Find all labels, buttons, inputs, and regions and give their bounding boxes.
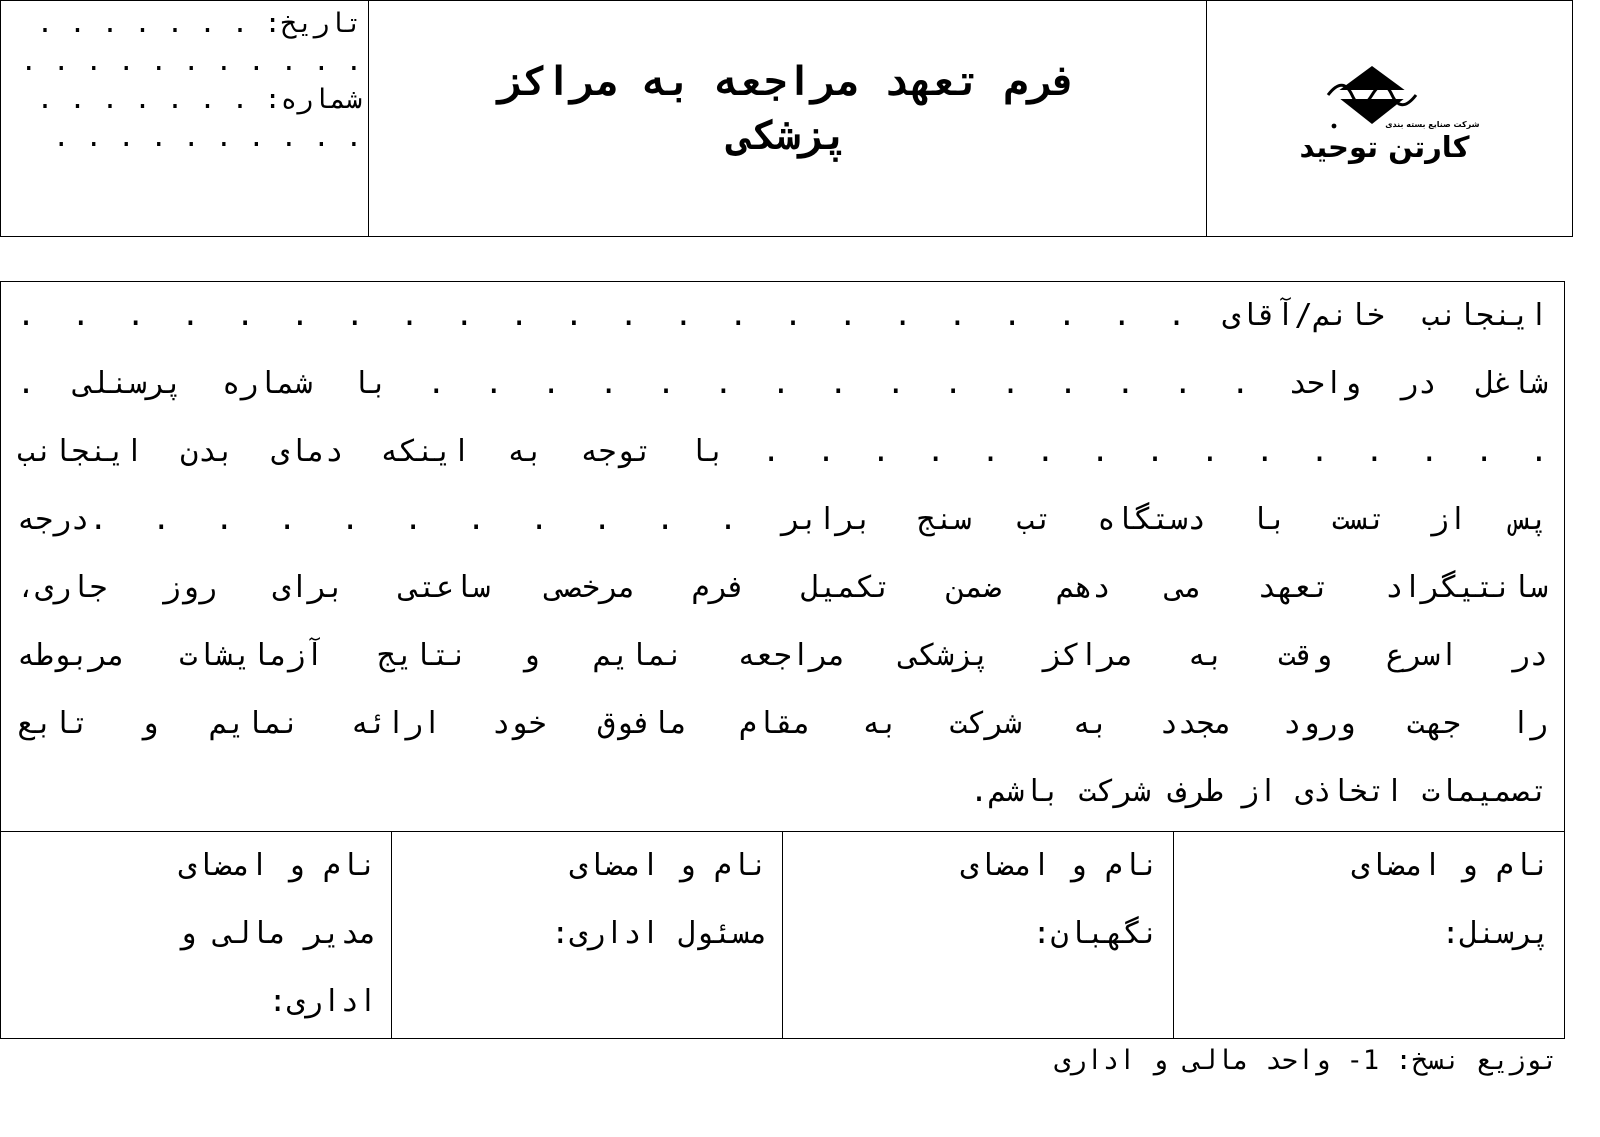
signature-label: نام و امضای: [960, 848, 1159, 883]
text-line: را جهت ورود مجدد به شرکت به مقام مافوق خود ارائه نمایم و تابع: [17, 706, 1548, 741]
signature-label: نام و امضای: [178, 848, 377, 883]
text-line: تصمیمات اتخاذی از طرف شرکت باشم.: [970, 774, 1548, 809]
form-title-line-1: فرم تعهد مراجعه به مراکز: [498, 58, 1077, 105]
date-number-cell: [1, 1, 369, 236]
form-header: [0, 0, 1573, 237]
logo-name: کارتن توحید: [1299, 129, 1470, 164]
number-dots: . . . . . . . . . . . . . . . . .: [36, 84, 362, 153]
date-label: تاریخ:: [264, 8, 362, 39]
text-line: . . . . . . . . . . . . . . . با توجه به اینکه دمای بدن اینجانب: [17, 434, 1548, 469]
signature-role-cont: اداری:: [268, 984, 377, 1019]
signature-cell-guard: [782, 832, 1173, 1038]
signature-cell-finance-manager: [1, 832, 391, 1038]
signature-label: نام و امضای: [569, 848, 768, 883]
form-title: [428, 55, 1148, 163]
text-line: در اسرع وقت به مراکز پزشکی مراجعه نمایم و نتایج آزمایشات مربوطه: [17, 638, 1548, 673]
signature-cell-admin-officer: [391, 832, 782, 1038]
signature-role: پرسنل:: [1441, 916, 1550, 951]
title-cell: [369, 1, 1207, 236]
number-label: شماره:: [264, 84, 362, 115]
signature-role: مدیر مالی و: [178, 916, 377, 951]
number-row: [7, 81, 362, 157]
text-line: پس از تست با دستگاه تب سنج برابر . . . . . . . . . . .درجه: [17, 502, 1548, 537]
logo-cell: [1207, 1, 1572, 236]
commitment-box: [0, 281, 1565, 1039]
text-line: شاغل در واحد . . . . . . . . . . . . . . . با شماره پرسنلی .: [17, 366, 1548, 401]
form-title-line-2: پزشکی: [727, 112, 848, 159]
text-line: اینجانب خانم/آقای . . . . . . . . . . . . . . . . . . . . . .: [17, 298, 1548, 333]
signature-label: نام و امضای: [1351, 848, 1550, 883]
commitment-text: [17, 282, 1548, 832]
company-logo: [1290, 64, 1490, 174]
date-dots: . . . . . . . . . . . . . . . . . .: [20, 8, 362, 77]
text-line: سانتیگراد تعهد می دهم ضمن تکمیل فرم مرخصی ساعتی برای روز جاری،: [17, 570, 1548, 605]
signature-role: نگهبان:: [1032, 916, 1159, 951]
signature-role: مسئول اداری:: [551, 916, 768, 951]
signature-row: [1, 831, 1564, 1038]
distribution-note: توزیع نسخ: 1- واحد مالی و اداری: [1054, 1045, 1558, 1076]
date-row: [7, 5, 362, 81]
signature-cell-personnel: [1173, 832, 1564, 1038]
logo-subtitle: شرکت صنایع بسته بندی: [1385, 119, 1480, 129]
